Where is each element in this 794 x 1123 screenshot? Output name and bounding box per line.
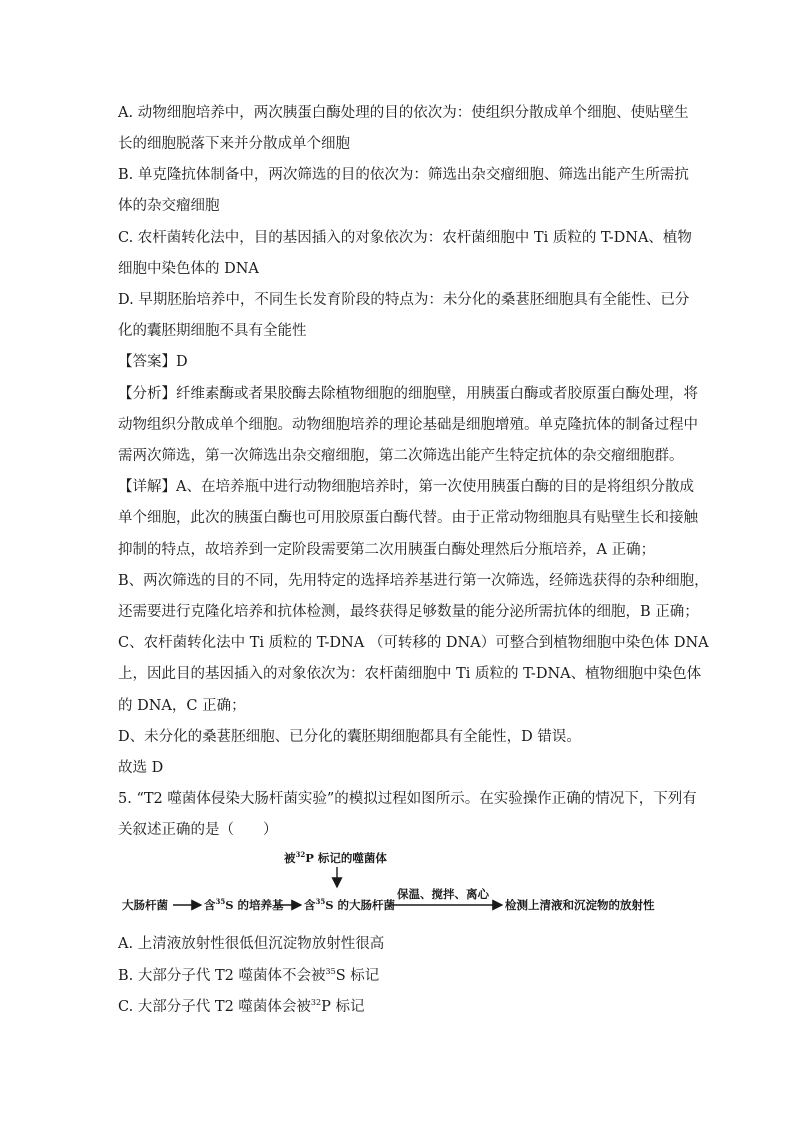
question5-option-a: A. 上清液放射性很低但沉淀物放射性很高	[118, 936, 385, 952]
detail-line7: 上，因此目的基因插入的对象依次为：农杆菌细胞中 Ti 质粒的 T-DNA、植物细胞中染色体	[118, 666, 702, 682]
option-a-line2: 长的细胞脱落下来并分散成单个细胞	[118, 136, 350, 152]
diagram-top-label: 被$^{32}$P 标记的噬菌体	[284, 850, 387, 865]
experiment-flow-diagram	[118, 850, 678, 920]
detail-line9: D、未分化的桑葚胚细胞、已分化的囊胚期细胞都具有全能性，D 错误。	[118, 729, 581, 745]
diagram-node-labeled-ecoli: 含$^{35}$S 的大肠杆菌	[304, 897, 396, 912]
detail-line2: 单个细胞，此次的胰蛋白酶也可用胶原蛋白酶代替。由于正常动物细胞具有贴壁生长和接触	[118, 510, 698, 526]
detail-line6: C、农杆菌转化法中 Ti 质粒的 T-DNA （可转移的 DNA）可整合到植物细胞中染色体 DNA	[118, 635, 709, 651]
diagram-node-medium: 含$^{35}$S 的培养基	[204, 897, 284, 912]
analysis-line3: 需两次筛选，第一次筛选出杂交瘤细胞，第二次筛选出能产生特定抗体的杂交瘤细胞群。	[118, 448, 684, 464]
option-b-line2: 体的杂交瘤细胞	[118, 198, 220, 214]
option-d-line1: D. 早期胚胎培养中，不同生长发育阶段的特点为：未分化的桑葚胚细胞具有全能性、已分	[118, 292, 690, 308]
detail-line8: 的 DNA，C 正确；	[118, 698, 246, 714]
option-c-line1: C. 农杆菌转化法中，目的基因插入的对象依次为：农杆菌细胞中 Ti 质粒的 T-DNA、植物	[118, 230, 692, 246]
final-answer: 故选 D	[118, 760, 164, 776]
detail-line5: 还需要进行克隆化培养和抗体检测，最终获得足够数量的能分泌所需抗体的细胞，B 正确；	[118, 604, 699, 620]
question5-option-b: B. 大部分子代 T2 噬菌体不会被$^{35}$S 标记	[118, 967, 380, 984]
question5-option-c: C. 大部分子代 T2 噬菌体会被$^{32}$P 标记	[118, 998, 365, 1015]
analysis-line2: 动物组织分散成单个细胞。动物细胞培养的理论基础是细胞增殖。单克隆抗体的制备过程中	[118, 417, 698, 433]
detail-line1: 【详解】A、在培养瓶中进行动物细胞培养时，第一次使用胰蛋白酶的目的是将组织分散成	[118, 479, 694, 495]
option-b-line1: B. 单克隆抗体制备中，两次筛选的目的依次为：筛选出杂交瘤细胞、筛选出能产生所需抗	[118, 167, 689, 183]
detail-line4: B、两次筛选的目的不同，先用特定的选择培养基进行第一次筛选，经筛选获得的杂种细胞，	[118, 573, 709, 589]
option-a-line1: A. 动物细胞培养中，两次胰蛋白酶处理的目的依次为：使组织分散成单个细胞、使贴壁生	[118, 105, 689, 121]
question5-line1: 5. “T2 噬菌体侵染大肠杆菌实验”的模拟过程如图所示。在实验操作正确的情况下，下列有	[118, 791, 697, 807]
diagram-node-ecoli: 大肠杆菌	[122, 898, 168, 912]
analysis-line1: 【分析】纤维素酶或者果胶酶去除植物细胞的细胞壁，用胰蛋白酶或者胶原蛋白酶处理，将	[118, 386, 698, 402]
option-c-line2: 细胞中染色体的 DNA	[118, 261, 259, 277]
detail-line3: 抑制的特点，故培养到一定阶段需要第二次用胰蛋白酶处理然后分瓶培养，A 正确；	[118, 542, 656, 558]
option-d-line2: 化的囊胚期细胞不具有全能性	[118, 323, 307, 339]
diagram-node-detect: 检测上清液和沉淀物的放射性	[505, 898, 655, 912]
question5-line2: 关叙述正确的是（ ）	[118, 822, 278, 838]
diagram-arrow-label: 保温、搅拌、离心	[397, 887, 489, 901]
answer-label: 【答案】D	[118, 354, 188, 370]
